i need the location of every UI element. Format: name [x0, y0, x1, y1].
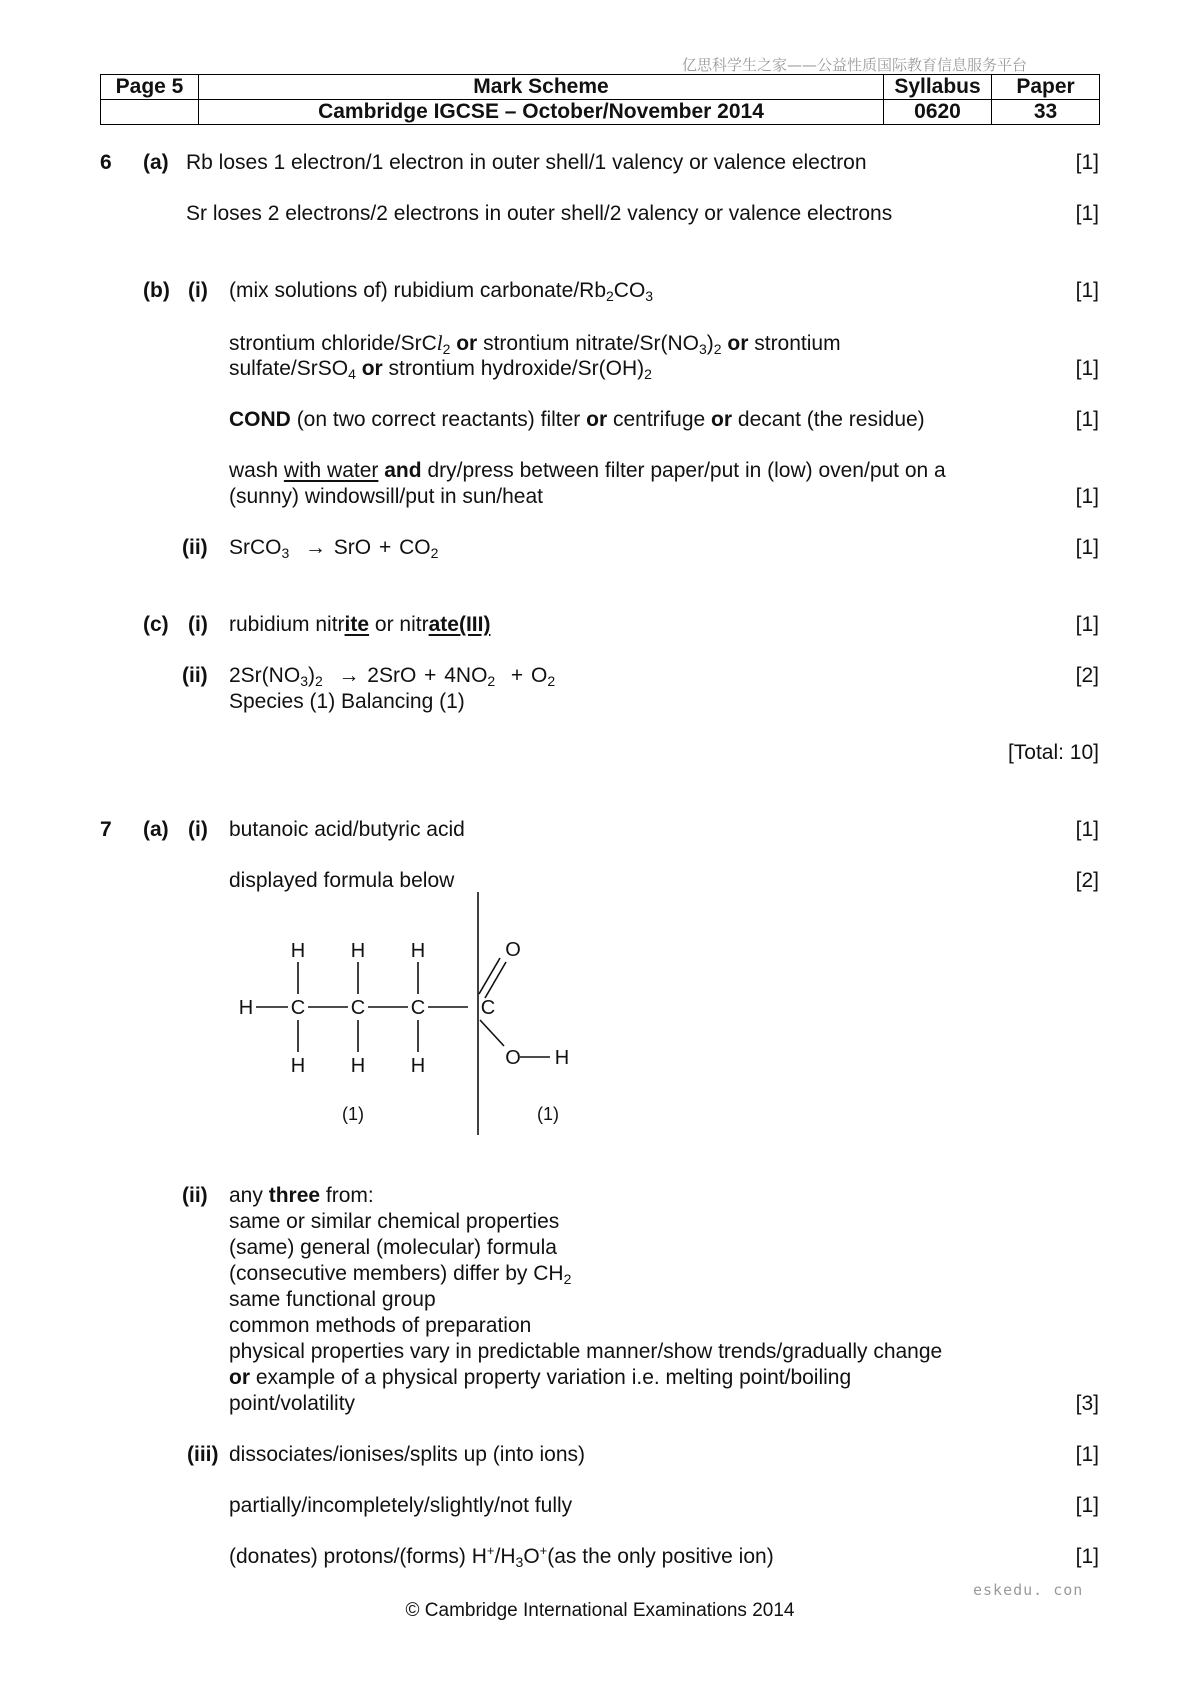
mark: [2]	[1075, 869, 1099, 892]
q7a-ii-label: (ii)	[182, 1184, 208, 1207]
mark: [1]	[1075, 202, 1099, 225]
q6b-ii-label: (ii)	[182, 536, 208, 559]
copyright-footer: © Cambridge International Examinations 2014	[405, 1600, 795, 1621]
q7a-ii-item: or example of a physical property variation i.e. melting point/boiling	[229, 1366, 852, 1389]
page-number: Page 5	[101, 75, 199, 100]
butanoic-acid-displayed-formula	[230, 890, 610, 1140]
q7a-iii-answer-2: partially/incompletely/slightly/not fully	[229, 1494, 573, 1517]
q7a-label: (a)	[143, 818, 169, 841]
mark: [2]	[1075, 664, 1099, 687]
atom-hydrogen: H	[350, 1055, 366, 1077]
q7a-iii-label: (iii)	[187, 1443, 219, 1466]
q6b-i-answer-4-line-2: (sunny) windowsill/put in sun/heat	[229, 485, 543, 508]
atom-carbon: C	[410, 997, 426, 1019]
q7a-iii-answer-1: dissociates/ionises/splits up (into ions)	[229, 1443, 585, 1466]
mark: [1]	[1075, 357, 1099, 380]
q6c-ii-equation: $2Sr(NO_3)_2 \to 2SrO + 4NO_2 + O_2$	[229, 664, 556, 689]
q6b-i-answer-1: (mix solutions of) rubidium carbonate/$Rb_2CO_3$	[229, 279, 654, 304]
q6a-label: (a)	[143, 151, 169, 174]
q7a-ii-item: physical properties vary in predictable manner/show trends/gradually change	[229, 1340, 943, 1363]
atom-hydrogen: H	[350, 940, 366, 962]
header-table	[100, 74, 1100, 125]
q7a-ii-item: common methods of preparation	[229, 1314, 532, 1337]
q6c-ii-note: Species (1) Balancing (1)	[229, 690, 465, 713]
mark: [1]	[1075, 151, 1099, 174]
q6b-label: (b)	[143, 279, 170, 302]
atom-oxygen: O	[505, 939, 521, 961]
q6b-i-answer-4-line-1: wash with water and dry/press between filter paper/put in (low) oven/put on a	[229, 459, 946, 482]
syllabus-code: 0620	[884, 100, 992, 125]
q6c-i-label: (i)	[188, 613, 208, 636]
mark: [1]	[1075, 536, 1099, 559]
q6a-answer-1: Rb loses 1 electron/1 electron in outer shell/1 valency or valence electron	[186, 151, 867, 174]
q6a-answer-2: Sr loses 2 electrons/2 electrons in outer shell/2 valency or valence electrons	[186, 202, 893, 225]
q7a-ii-item: (consecutive members) differ by $CH_2$	[229, 1262, 572, 1287]
mark: [1]	[1075, 279, 1099, 302]
atom-carbon: C	[290, 997, 306, 1019]
mark: [1]	[1075, 485, 1099, 508]
atom-hydrogen: H	[290, 1055, 306, 1077]
atom-carbon: C	[480, 997, 496, 1019]
q7a-i-answer-2: displayed formula below	[229, 869, 455, 892]
atom-hydrogen: H	[238, 997, 254, 1019]
formula-mark-right: (1)	[537, 1104, 559, 1124]
header-blank	[101, 100, 199, 125]
q6b-i-answer-3: COND (on two correct reactants) filter or centrifuge or decant (the residue)	[229, 408, 925, 431]
q7a-ii-intro: any three from:	[229, 1184, 374, 1207]
q7a-i-label: (i)	[188, 818, 208, 841]
atom-hydrogen: H	[410, 1055, 426, 1077]
mark: [3]	[1075, 1392, 1099, 1415]
q6b-ii-equation: SrCO$_3$ → SrO + $CO_2$	[229, 536, 439, 561]
q6b-i-label: (i)	[188, 279, 208, 302]
paper-number: 33	[992, 100, 1100, 125]
q7a-ii-item: same functional group	[229, 1288, 436, 1311]
q7a-ii-item: same or similar chemical properties	[229, 1210, 560, 1233]
atom-hydrogen: H	[290, 940, 306, 962]
paper-label: Paper	[992, 75, 1100, 100]
formula-atoms	[239, 939, 569, 1077]
q6b-i-answer-2-line-1: strontium chloride/SrCl$_2$ or strontium nitrate/$Sr(NO_3)_2$ or strontium	[229, 331, 841, 357]
formula-mark-left: (1)	[342, 1104, 364, 1124]
mark: [1]	[1075, 408, 1099, 431]
question-6-number: 6	[100, 151, 112, 174]
q6c-label: (c)	[143, 613, 169, 636]
mark: [1]	[1075, 613, 1099, 636]
q6b-i-answer-2-line-2: sulfate/SrSO$_4$ or strontium hydroxide/$Sr(OH)_2$	[229, 357, 652, 382]
q6c-ii-label: (ii)	[182, 664, 208, 687]
q6c-i-answer: rubidium nitrite or nitrate(III)	[229, 613, 491, 636]
atom-carbon: C	[350, 997, 366, 1019]
header-title: Mark Scheme	[199, 75, 884, 100]
exam-name: Cambridge IGCSE – October/November 2014	[199, 100, 884, 125]
watermark-top: 亿思科学生之家——公益性质国际教育信息服务平台	[682, 56, 1028, 74]
mark: [1]	[1075, 818, 1099, 841]
atom-hydrogen: H	[554, 1047, 570, 1069]
atom-oxygen: O	[505, 1047, 521, 1069]
mark: [1]	[1075, 1545, 1099, 1568]
mark: [1]	[1075, 1443, 1099, 1466]
question-7-number: 7	[100, 818, 112, 841]
atom-hydrogen: H	[410, 940, 426, 962]
q7a-iii-answer-3: (donates) protons/(forms) $H^+/H_3O^+(as$ the only positive ion)	[229, 1543, 774, 1570]
q6-total: [Total: 10]	[1007, 741, 1099, 764]
watermark-bottom: eskedu. con	[973, 1581, 1084, 1599]
q7a-ii-item: point/volatility	[229, 1392, 356, 1415]
q7a-i-answer-1: butanoic acid/butyric acid	[229, 818, 465, 841]
q7a-ii-item: (same) general (molecular) formula	[229, 1236, 557, 1259]
syllabus-label: Syllabus	[884, 75, 992, 100]
mark: [1]	[1075, 1494, 1099, 1517]
